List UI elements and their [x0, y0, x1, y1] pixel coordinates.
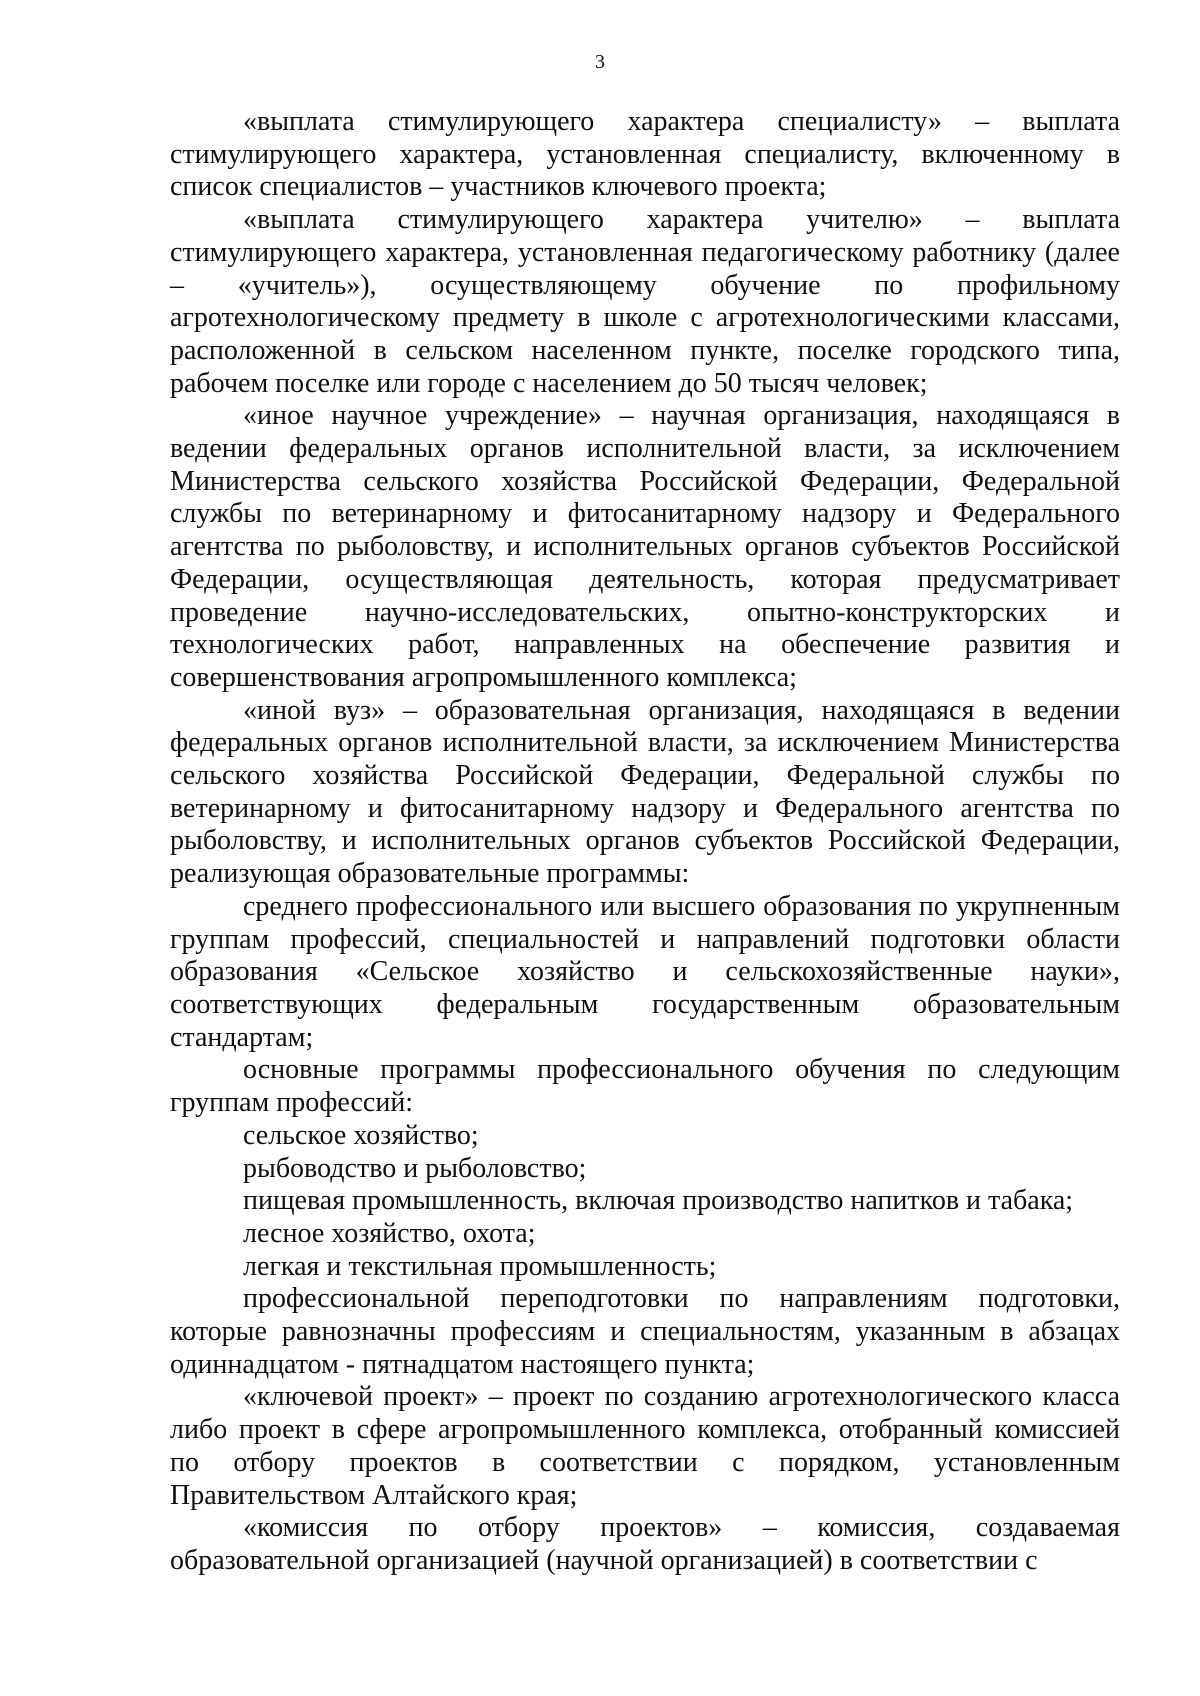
list-item-fish-farming: рыбоводство и рыболовство;: [243, 1152, 587, 1184]
paragraph-professional-retraining: профессиональной переподготовки по направлениям подготовки, которые равнозначны профессиям и специальностям, указанным в абзацах одиннадцатом - пятнадцатом настоящего пункта;: [170, 1283, 1120, 1380]
document-body: [170, 106, 1120, 1578]
paragraph-other-scientific-institution: «иное научное учреждение» – научная организация, находящаяся в ведении федеральных органов исполнительной власти, за исключением Министерства сельского хозяйства Российской Федерации, Федеральной службы по ветеринарному и фитосанитарному надзору и Федерального агентства по рыболовству, и исполнительных органов субъектов Российской Федерации, осуществляющая деятельность, которая предусматривает проведение научно-исследовательских, опытно-конструкторских и технологических работ, направленных на обеспечение развития и совершенствования агропромышленного комплекса;: [170, 400, 1120, 693]
list-item-forestry: лесное хозяйство, охота;: [243, 1217, 536, 1249]
list-item-agriculture: сельское хозяйство;: [243, 1119, 479, 1151]
paragraph-key-project: «ключевой проект» – проект по созданию агротехнологического класса либо проект в сфере агропромышленного комплекса, отобранный комиссией по отбору проектов в соответствии с порядком, установленным Правительством Алтайского края;: [170, 1381, 1120, 1511]
page-number: 3: [595, 51, 605, 73]
paragraph-specialist-payment: «выплата стимулирующего характера специалисту» – выплата стимулирующего характера, установленная специалисту, включенному в список специалистов – участников ключевого проекта;: [170, 106, 1120, 203]
paragraph-other-university: «иной вуз» – образовательная организация, находящаяся в ведении федеральных органов исполнительной власти, за исключением Министерства сельского хозяйства Российской Федерации, Федеральной службы по ветеринарному и фитосанитарному надзору и Федерального агентства по рыболовству, и исполнительных органов субъектов Российской Федерации, реализующая образовательные программы:: [170, 694, 1120, 890]
list-item-food-industry: пищевая промышленность, включая производство напитков и табака;: [243, 1185, 1074, 1217]
list-item-light-industry: легкая и текстильная промышленность;: [243, 1250, 717, 1282]
paragraph-selection-commission: «комиссия по отбору проектов» – комиссия, создаваемая образовательной организацией (научной организацией) в соответствии с: [170, 1512, 1120, 1576]
paragraph-secondary-higher-education: среднего профессионального или высшего образования по укрупненным группам профессий, специальностей и направлений подготовки области образования «Сельское хозяйство и сельскохозяйственные науки», соответствующих федеральным государственным образовательным стандартам;: [170, 890, 1120, 1053]
paragraph-vocational-training: основные программы профессионального обучения по следующим группам профессий:: [170, 1054, 1120, 1119]
paragraph-teacher-payment: «выплата стимулирующего характера учителю» – выплата стимулирующего характера, установленная педагогическому работнику (далее – «учитель»), осуществляющему обучение по профильному агротехнологическому предмету в школе с агротехнологическими классами, расположенной в сельском населенном пункте, поселке городского типа, рабочем поселке или городе с населением до 50 тысяч человек;: [170, 204, 1120, 399]
